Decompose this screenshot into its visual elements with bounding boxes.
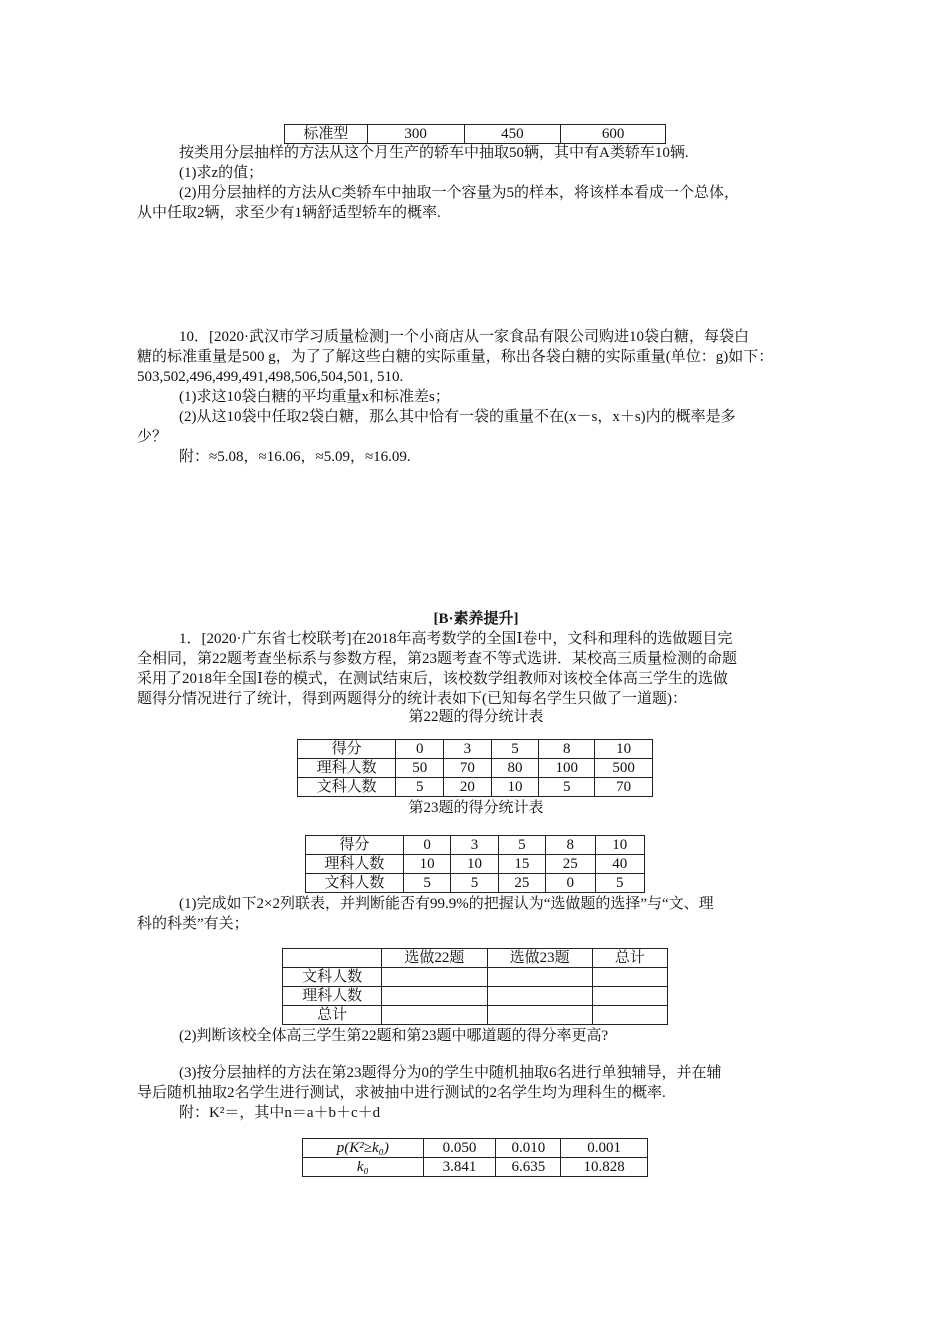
table22 [297,739,653,797]
table-cell: 450 [464,125,561,144]
table-row [283,987,668,1006]
table22-title: 第22题的得分统计表 [408,709,544,725]
table-cell [487,968,592,987]
table-cell [382,968,487,987]
table-cell: 600 [561,125,666,144]
q10-part2-a: (2)从这10袋中任取2袋白糖，那么其中恰有一袋的重量不在(x－s，x＋s)内的概率是多 [179,409,736,425]
car-type-table [284,124,666,144]
q9-part2-a: (2)用分层抽样的方法从C类轿车中抽取一个容量为5的样本，将该样本看成一个总体， [179,185,739,201]
table-cell: 5 [498,836,545,855]
table-cell: 选做23题 [487,949,592,968]
table-cell [487,1006,592,1025]
q10-note: 附：≈5.08，≈16.06，≈5.09，≈16.09. [179,449,411,465]
table-cell [283,949,382,968]
table-cell: 6.635 [496,1158,561,1177]
table-row [283,968,668,987]
table-cell [382,1006,487,1025]
table-cell: 理科人数 [306,855,404,874]
table-cell: 25 [546,855,595,874]
q1-line2: 全相同，第22题考查坐标系与参数方程，第23题考查不等式选讲．某校高三质量检测的命题 [137,651,738,667]
table-cell: 文科人数 [298,778,396,797]
table23 [305,835,645,893]
table-cell: 70 [595,778,653,797]
table-cell: 总计 [283,1006,382,1025]
table-row [283,1006,668,1025]
table-cell: 20 [444,778,492,797]
table-row [298,778,653,797]
table-row [303,1158,648,1177]
table-cell: 0 [396,740,444,759]
q10-part1: (1)求这10袋白糖的平均重量x和标准差s； [179,389,450,405]
table-cell: 80 [491,759,539,778]
q1-part1-b: 科的科类”有关； [137,916,249,932]
q10-block [137,327,815,467]
table-cell: 10 [403,855,450,874]
table-cell: 3 [451,836,498,855]
table-cell: 10 [595,740,653,759]
table-cell: 40 [595,855,644,874]
table-cell: 文科人数 [283,968,382,987]
table-cell: p(K²≥k₀) [303,1139,424,1158]
table-cell [592,968,667,987]
table-cell: 10 [595,836,644,855]
q10-line3: 503,502,496,499,491,498,506,504,501, 510. [137,369,404,385]
table-cell: 0 [403,836,450,855]
q10-part2-b: 少？ [137,429,168,445]
table-cell: 理科人数 [298,759,396,778]
q1-part3-a: (3)按分层抽样的方法在第23题得分为0的学生中随机抽取6名进行单独辅导，并在辅 [179,1065,722,1081]
q1-part3 [137,1063,815,1123]
table-cell: 5 [491,740,539,759]
table-cell: 500 [595,759,653,778]
table-cell: 0.050 [423,1139,496,1158]
table-cell: 总计 [592,949,667,968]
table-cell: 理科人数 [283,987,382,1006]
table-cell: 8 [546,836,595,855]
table-cell: 50 [396,759,444,778]
q9-line1: 按类用分层抽样的方法从这个月生产的轿车中抽取50辆，其中有A类轿车10辆. [179,145,689,161]
table-cell: 5 [595,874,644,893]
q1-part3-b: 导后随机抽取2名学生进行测试，求被抽中进行测试的2名学生均为理科生的概率. [137,1085,666,1101]
table-cell: 0 [546,874,595,893]
table-cell [487,987,592,1006]
table-cell: 0.010 [496,1139,561,1158]
table-cell: k₀ [303,1158,424,1177]
table-cell: 5 [396,778,444,797]
table-cell: 10 [491,778,539,797]
table-cell: 10 [451,855,498,874]
table-cell: 3.841 [423,1158,496,1177]
q1-note: 附：K²＝，其中n＝a＋b＋c＋d [179,1105,381,1121]
table-cell [592,987,667,1006]
table-cell: 3 [444,740,492,759]
k-critical-table [302,1138,648,1177]
contingency-table [282,948,668,1025]
table-cell: 8 [539,740,595,759]
q9-part1: (1)求z的值； [179,165,264,181]
table-cell: 文科人数 [306,874,404,893]
table-cell: 选做22题 [382,949,487,968]
table-row [283,949,668,968]
table-row [306,855,645,874]
table-cell: 得分 [306,836,404,855]
table-cell: 得分 [298,740,396,759]
table-row [306,874,645,893]
q1-part2-text: (2)判断该校全体高三学生第22题和第23题中哪道题的得分率更高? [179,1028,609,1044]
q10-line1: 10．[2020·武汉市学习质量检测]一个小商店从一家食品有限公司购进10袋白糖，每袋白 [179,329,749,345]
table-cell: 25 [498,874,545,893]
q1-part1-a: (1)完成如下2×2列联表，并判断能否有99.9%的把握认为“选做题的选择”与“文、理 [179,896,714,912]
table-cell: 5 [539,778,595,797]
table-row [298,759,653,778]
table-row [303,1139,648,1158]
q9-part2-b: 从中任取2辆，求至少有1辆舒适型轿车的概率. [137,205,441,221]
table-cell: 70 [444,759,492,778]
q1-line4: 题得分情况进行了统计，得到两题得分的统计表如下(已知每名学生只做了一道题)： [137,691,687,707]
q1-part1 [137,894,815,934]
table-cell: 5 [451,874,498,893]
table23-title: 第23题的得分统计表 [408,800,544,816]
table-row [285,125,666,144]
q10-line2: 糖的标准重量是500 g，为了了解这些白糖的实际重量，称出各袋白糖的实际重量(单位：g)如下： [137,349,774,365]
table-row [306,836,645,855]
table-cell: 标准型 [285,125,368,144]
table-cell [382,987,487,1006]
table-cell [592,1006,667,1025]
q1-part2 [137,1026,815,1046]
table-cell: 5 [403,874,450,893]
table-cell: 0.001 [561,1139,648,1158]
table-cell: 10.828 [561,1158,648,1177]
table-cell: 15 [498,855,545,874]
q1-block [137,629,815,709]
q9-block [137,143,815,223]
table-row [298,740,653,759]
section-title: [B·素养提升] [433,611,519,627]
q1-line3: 采用了2018年全国Ⅰ卷的模式，在测试结束后，该校数学组教师对该校全体高三学生的选做 [137,671,728,687]
q1-line1: 1．[2020·广东省七校联考]在2018年高考数学的全国Ⅰ卷中，文科和理科的选做题目完 [179,631,733,647]
table-cell: 300 [367,125,464,144]
table-cell: 100 [539,759,595,778]
